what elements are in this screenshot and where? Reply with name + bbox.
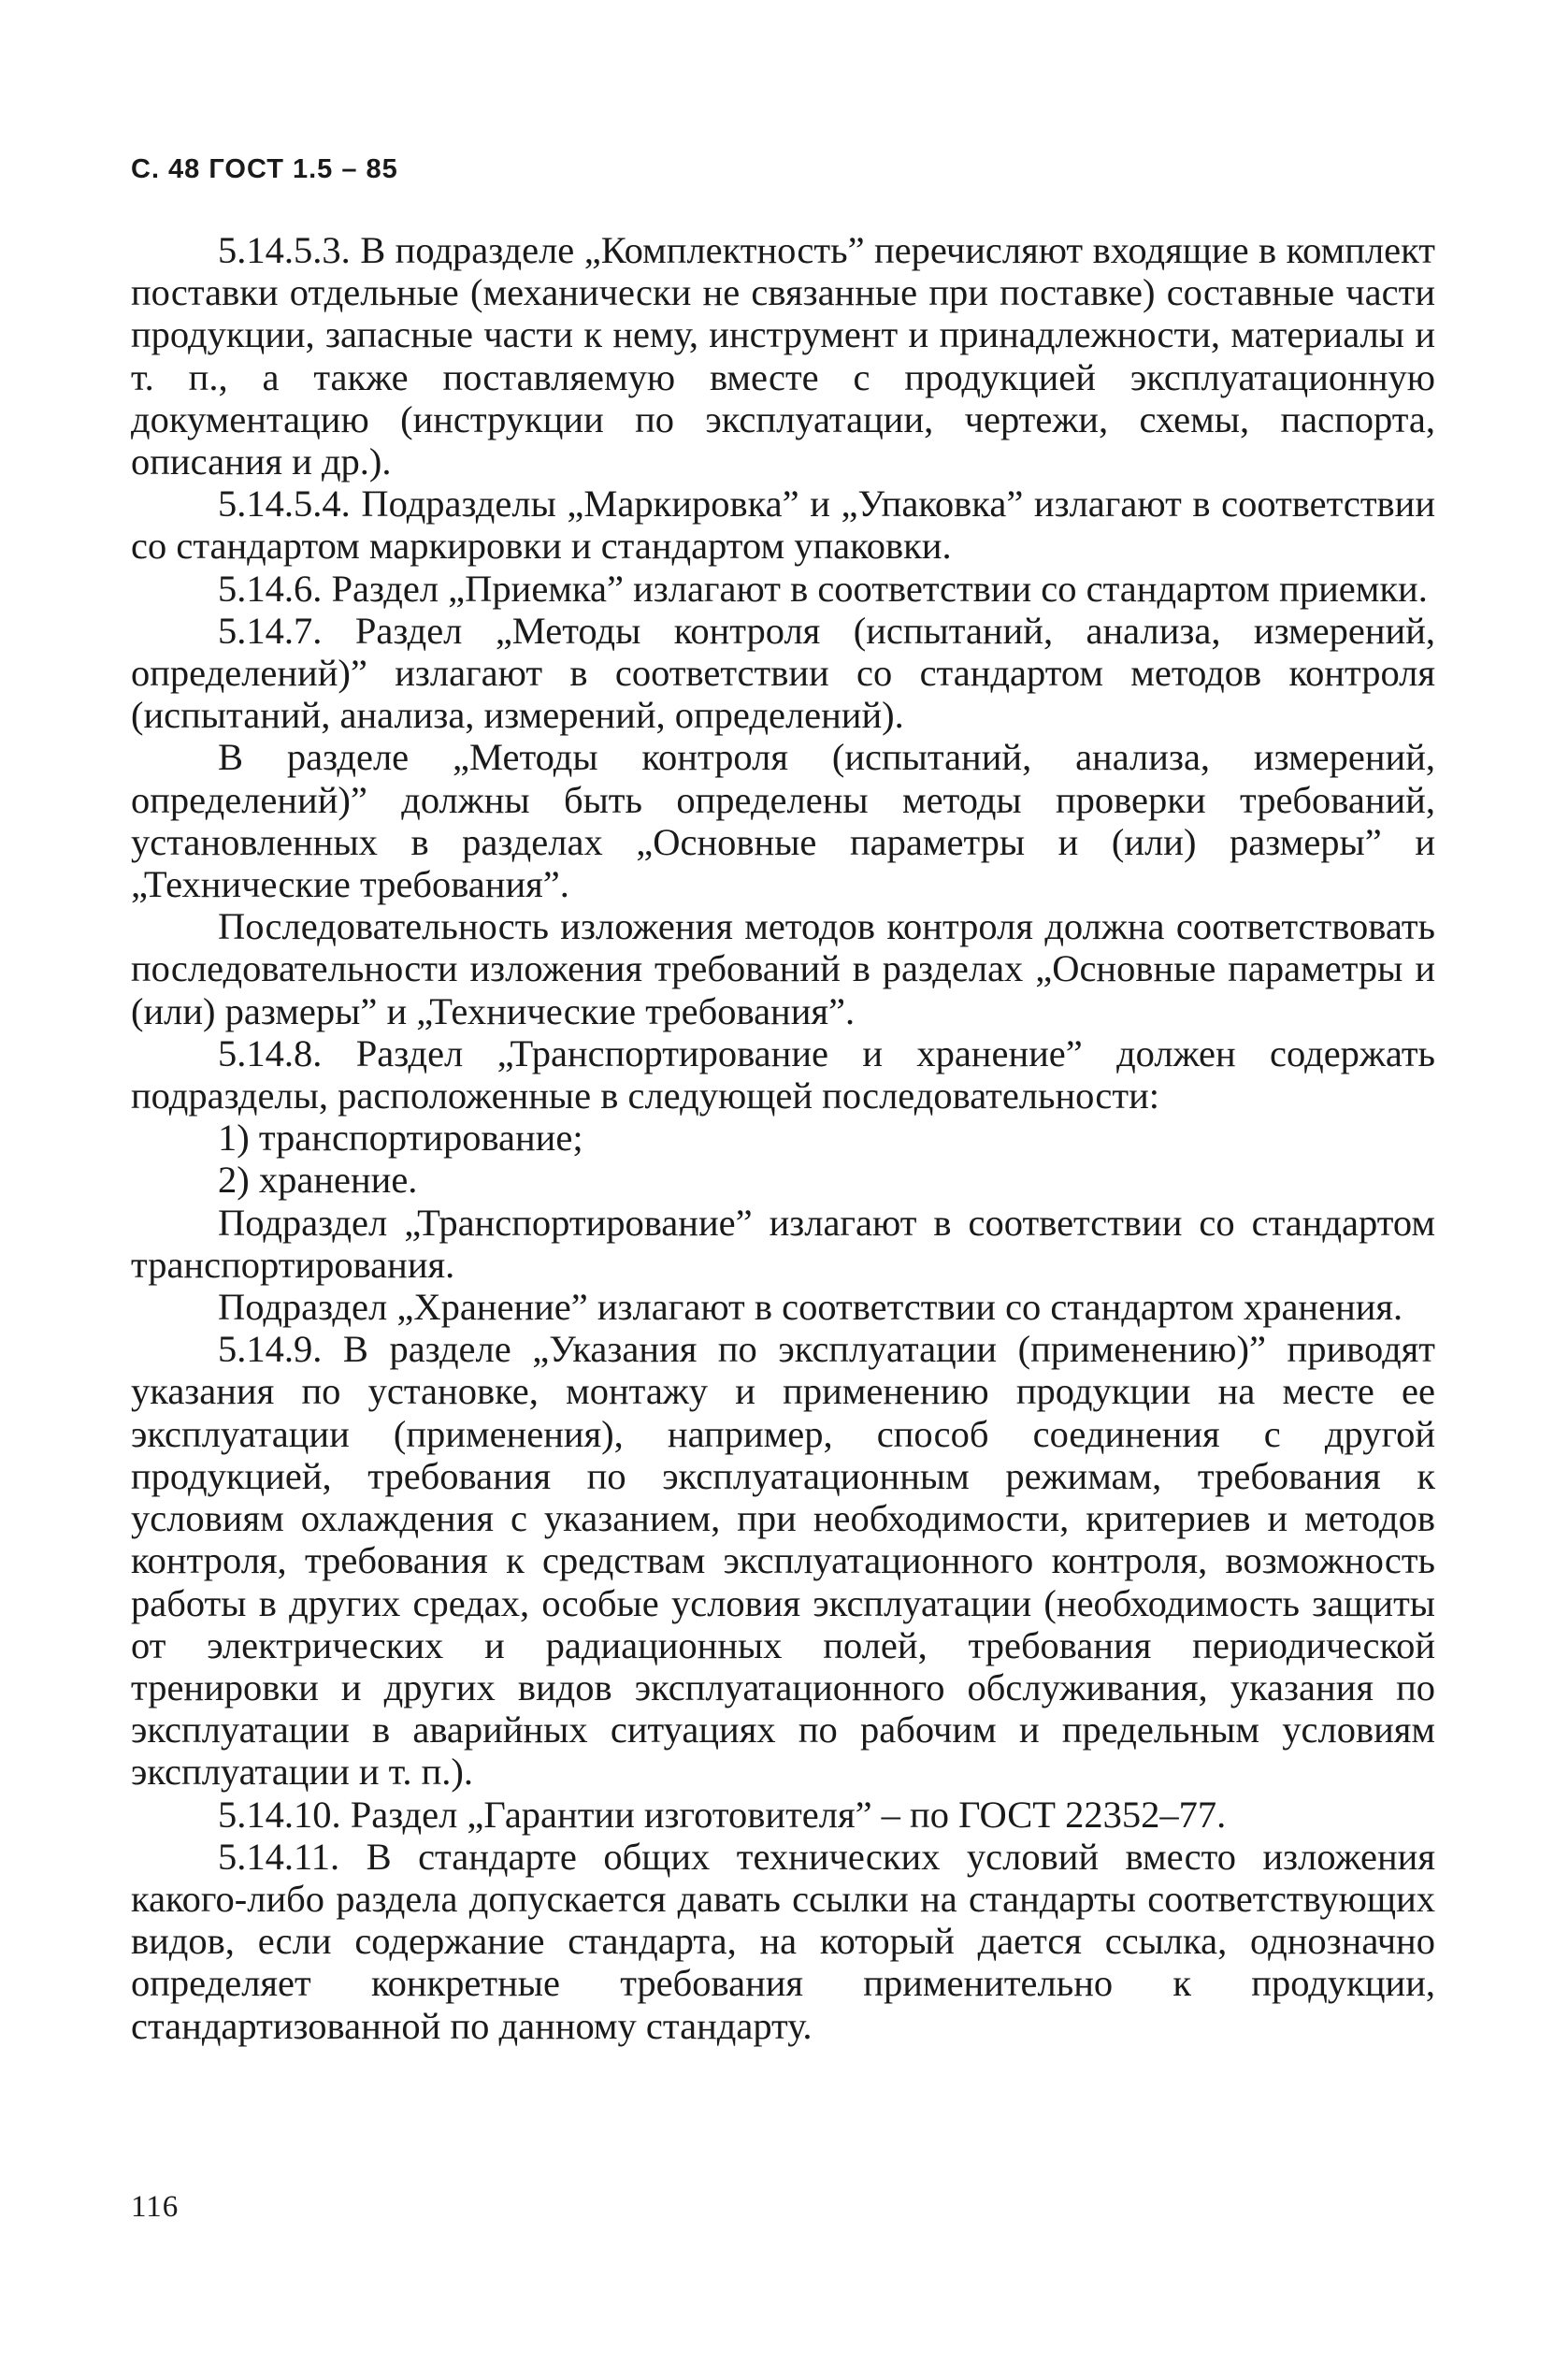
paragraph-5-14-5-4: 5.14.5.4. Подразделы „Маркировка” и „Упаковка” излагают в соответствии со стандартом маркировки и стандартом упаковки. — [131, 483, 1435, 568]
paragraph-storage-subsection: Подраздел „Хранение” излагают в соответствии со стандартом хранения. — [218, 1286, 1403, 1329]
paragraph-5-14-5-3: 5.14.5.3. В подразделе „Комплектность” перечисляют входящие в комплект поставки отдельные (механически не связанные при поставке) составные части продукции, запасные части к нему, инструмент и принадлежности, материалы и т. п., а также поставляемую вместе с продукцией эксплуатационную документацию (инструкции по эксплуатации, чертежи, схемы, паспорта, описания и др.). — [131, 229, 1435, 483]
page-number: 116 — [131, 2190, 180, 2224]
paragraph-5-14-7: 5.14.7. Раздел „Методы контроля (испытаний, анализа, измерений, определений)” излагают в соответствии со стандартом методов контроля (испытаний, анализа, измерений, определений). — [131, 609, 1435, 737]
paragraph-sequence: Последовательность изложения методов контроля должна соответствовать последовательности изложения требований в разделах „Основные параметры и (или) размеры” и „Технические требования”. — [131, 905, 1435, 1032]
list-item-transportation: 1) транспортирование; — [218, 1117, 583, 1160]
paragraph-5-14-11: 5.14.11. В стандарте общих технических условий вместо изложения какого-либо раздела допускается давать ссылки на стандарты соответствующих видов, если содержание стандарта, на который дается ссылка, однозначно определяет конкретные требования применительно к продукции, стандартизованной по данному стандарту. — [131, 1835, 1435, 2047]
paragraph-5-14-9: 5.14.9. В разделе „Указания по эксплуатации (применению)” приводят указания по установке, монтажу и применению продукции на месте ее эксплуатации (применения), например, способ соединения с другой продукцией, требования по эксплуатационным режимам, требования к условиям охлаждения с указанием, при необходимости, критериев и методов контроля, требования к средствам эксплуатационного контроля, возможность работы в других средах, особые условия эксплуатации (необходимость защиты от электрических и радиационных полей, требования периодической тренировки и других видов эксплуатационного обслуживания, указания по эксплуатации в аварийных ситуациях по рабочим и предельным условиям эксплуатации и т. п.). — [131, 1328, 1435, 1794]
running-head: С. 48 ГОСТ 1.5 – 85 — [131, 154, 398, 184]
paragraph-control-methods: В разделе „Методы контроля (испытаний, анализа, измерений, определений)” должны быть определены методы проверки требований, установленных в разделах „Основные параметры и (или) размеры” и „Технические требования”. — [131, 736, 1435, 906]
paragraph-transportation-subsection: Подраздел „Транспортирование” излагают в соответствии со стандартом транспортирования. — [131, 1201, 1435, 1286]
paragraph-5-14-8: 5.14.8. Раздел „Транспортирование и хранение” должен содержать подразделы, расположенные в следующей последовательности: — [131, 1031, 1435, 1117]
list-item-storage: 2) хранение. — [218, 1159, 418, 1202]
paragraph-5-14-10: 5.14.10. Раздел „Гарантии изготовителя” – по ГОСТ 22352–77. — [218, 1793, 1227, 1836]
document-body — [131, 229, 1435, 2047]
paragraph-5-14-6: 5.14.6. Раздел „Приемка” излагают в соответствии со стандартом приемки. — [218, 567, 1428, 610]
